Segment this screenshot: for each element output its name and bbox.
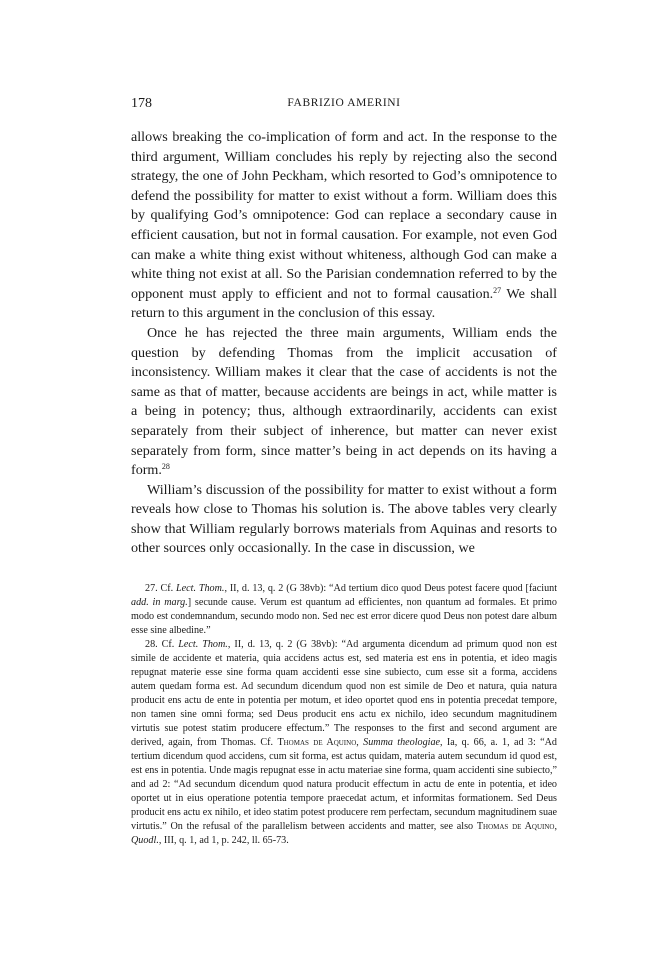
footnote-28-summa-title: Summa theologiae xyxy=(363,737,441,748)
paragraph-1-text: allows breaking the co-implication of form and act. In the response to the third argument, William concludes his reply by rejecting also the second strategy, the one of John Peckham, which resorted to God’s omnipotence to defend the possibility for matter to exist without a form. William does this by qualifying God’s omnipotence: God can replace a secondary cause in efficient causation, but not in formal causation. For example, not even God can make a white thing exist without whiteness, although God can make a white thing not exist at all. So the Parisian condemnation referred to by the opponent must apply to efficient and not to formal causation. xyxy=(131,129,557,302)
footnote-ref-28[interactable]: 28 xyxy=(161,462,170,472)
paragraph-2 xyxy=(131,324,557,481)
footnote-28-text-end: , III, q. 1, ad 1, p. 242, ll. 65-73. xyxy=(158,835,289,846)
paragraph-3-text: William’s discussion of the possibility for matter to exist without a form reveals how close to Thomas his solution is. The above tables very clearly show that William regularly borrows materials from Aquinas and resorts to other sources only occasionally. In the case in discussion, we xyxy=(131,481,557,557)
body-text xyxy=(131,128,557,559)
footnote-27-marginal-note: add. in marg. xyxy=(131,597,188,608)
footnote-27-text-cont: ] secunde cause. Verum est quantum ad efficientes, non quantum ad formales. Et primo modo est condemnandum, secundo modo non. Sed nec est error dicere quod Deus non potest dare album esse sine albedine.” xyxy=(131,597,557,636)
running-header xyxy=(131,96,557,112)
footnote-28-text-cont: , Ia, q. 66, a. 1, ad 3: “Ad tertium dicendum quod accidens, cum sit forma, est actus quidam, materia autem secundum id quod est, est ens in potentia. Unde magis repugnat esse in actu materiae sine forma, quam accidenti sine subiecto,” and ad 2: “Ad secundum dicendum quod natura producit effectum in actu de ente in potentia, et ideo oportet ut in eius operatione potentia tempore praecedat actum, et informitas formationem. Sed Deus producit ens actu ex nihilo, et ideo statim potest producere rem perfectam, secundum magnitudinem suae virtutis.” On the refusal of the parallelism between accidents and matter, see also xyxy=(131,737,557,832)
footnote-28-sep-2: , xyxy=(554,821,557,832)
footnotes xyxy=(131,582,557,848)
footnote-27-lead: 27. Cf. xyxy=(145,583,177,594)
footnote-28-lead: 28. Cf. xyxy=(145,639,179,650)
running-title: FABRIZIO AMERINI xyxy=(287,97,401,109)
page-number: 178 xyxy=(131,96,152,111)
footnote-27 xyxy=(131,582,557,638)
paragraph-1 xyxy=(131,128,557,324)
footnote-28-quodl-title: Quodl. xyxy=(131,835,159,846)
footnote-28-work-title: Lect. Thom. xyxy=(178,639,228,650)
footnote-28 xyxy=(131,638,557,848)
footnote-28-text: , II, d. 13, q. 2 (G 38vb): “Ad argumenta dicendum ad primum quod non est simile de accidente et materia, quia accidens actus est, sed materia est ens in potentia, et ideo magis repugnat materie esse sine forma quam accidenti esse sine subiecto, cum esse sit a forma, accidens autem quedam forma est. Ad secundum dicendum quod non est simile de Deo et natura, quia natura producit ens actu de ente in potentia per motum, et ideo oportet quod ens in potentia precedat tempore, non tamen sine omni forma; sed Deus producit ens actu ex nichilo, ideo secundum magnitudinem virtutis sue potest statim producere effectum.” The responses to the first and second argument are derived, again, from Thomas. Cf. xyxy=(131,639,558,748)
footnote-28-author-2: Thomas de Aquino xyxy=(476,821,555,832)
paragraph-1-text-cont: We shall return to this argument in the conclusion of this essay. xyxy=(131,285,557,322)
footnote-28-sep: , xyxy=(356,737,364,748)
paragraph-3 xyxy=(131,481,557,559)
footnote-27-work-title: Lect. Thom. xyxy=(176,583,225,594)
footnote-28-author: Thomas de Aquino xyxy=(277,737,357,748)
paragraph-2-text: Once he has rejected the three main arguments, William ends the question by defending Thomas from the implicit accusation of inconsistency. William makes it clear that the case of accidents is not the same as that of matter, because accidents are beings in act, while matter is a being in potency; thus, although extraordinarily, accidents can exist separately from their subject of inherence, but matter can never exist separately from form, since matter’s being in act depends on its having a form. xyxy=(131,324,557,479)
footnote-ref-27[interactable]: 27 xyxy=(493,285,502,295)
footnote-27-text: , II, d. 13, q. 2 (G 38vb): “Ad tertium dico quod Deus potest facere quod [faciunt xyxy=(224,583,558,594)
